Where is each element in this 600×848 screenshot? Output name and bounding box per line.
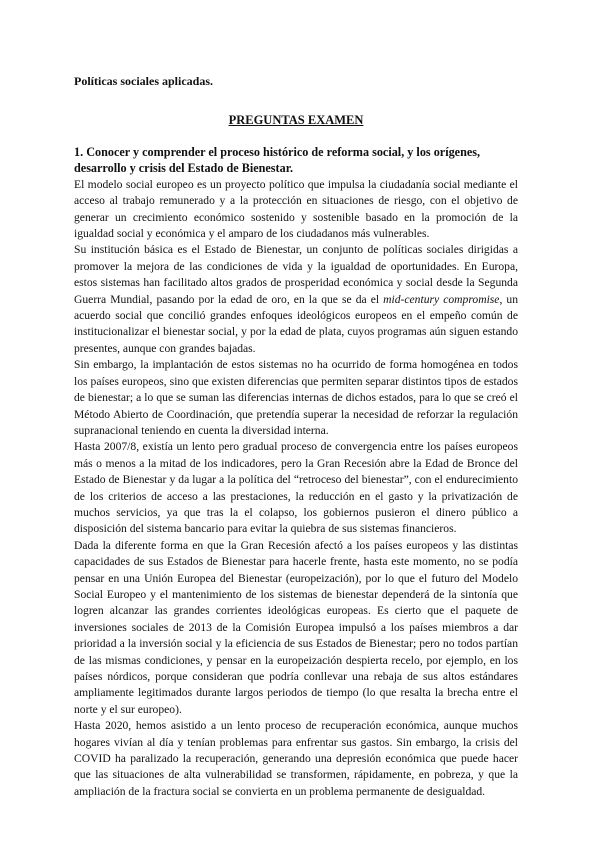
paragraph-2 (74, 242, 518, 357)
paragraph-2-italic-term: mid-century compromise (383, 292, 500, 306)
paragraph-1: El modelo social europeo es un proyecto político que impulsa la ciudadanía social mediante el acceso al trabajo remunerado y a la protección en situaciones de riesgo, con el objetivo de generar un crecimiento económico sostenido y sostenible basado en la promoción de la igualdad social y económica y el amparo de los ciudadanos más vulnerables. (74, 177, 518, 241)
paragraph-3: Sin embargo, la implantación de estos sistemas no ha ocurrido de forma homogénea en todos los países europeos, sino que existen diferencias que permiten separar distintos tipos de estados de bienestar; a lo que se suman las diferencias internas de dichos estados, para lo que se creó el Método Abierto de Coordinación, que pretendía superar la necesidad de reforzar la regulación supranacional teniendo en cuenta la diversidad interna. (74, 358, 518, 437)
question-heading: 1. Conocer y comprender el proceso histórico de reforma social, y los orígenes, desarrollo y crisis del Estado de Bienestar. (74, 145, 481, 176)
paragraph-4: Hasta 2007/8, existía un lento pero gradual proceso de convergencia entre los países europeos más o menos a la mitad de los indicadores, pero la Gran Recesión abre la Edad de Bronce del Estado de Bienestar y da lugar a la política del “retroceso del bienestar”, con el endurecimiento de los criterios de acceso a las prestaciones, la reducción en el gasto y la privatización de muchos servicios, ya que tras la el colapso, los gobiernos pusieron el dinero público a disposición del sistema bancario para evitar la quiebra de sus sistemas financieros. (74, 440, 518, 536)
paragraph-5: Dada la diferente forma en que la Gran Recesión afectó a los países europeos y las distintas capacidades de sus Estados de Bienestar para hacerle frente, hasta este momento, no se podía pensar en una Unión Europea del Bienestar (europeización), por lo que el futuro del Modelo Social Europeo y el mantenimiento de los sistemas de bienestar dependerá de la sintonía que logren alcanzar las grandes corrientes ideológicas europeas. Es cierto que el paquete de inversiones sociales de 2013 de la Comisión Europea impulsó a los países miembros a dar prioridad a la inversión social y la eficiencia de sus Estados de Bienestar; pero no todos partían de las mismas condiciones, y pensar en la europeización despierta recelo, por ejemplo, en los países nórdicos, porque consideran que podría conllevar una rebaja de sus altos estándares ampliamente legitimados durante largos periodos de tiempo (lo que resalta la brecha entre el norte y el sur europeo). (74, 538, 518, 716)
paragraph-2-text-b: , un acuerdo social que concilió grandes enfoques ideológicos europeos en el empeño común de institucionalizar el bienestar social, y por la edad de plata, cuyos programas aún siguen estando presentes, aunque con grandes bajadas. (74, 292, 518, 355)
paragraph-2-text-a: Su institución básica es el Estado de Bienestar, un conjunto de políticas sociales dirigidas a promover la mejora de las condiciones de vida y la igualdad de oportunidades. En Europa, estos sistemas han facilitado altos grados de prosperidad económica y social desde la Segunda Guerra Mundial, pasando por la edad de oro, en la que se da el (74, 243, 518, 306)
document-title: Políticas sociales aplicadas. (74, 74, 213, 88)
paragraph-6: Hasta 2020, hemos asistido a un lento proceso de recuperación económica, aunque muchos hogares vivían al día y tenían problemas para enfrentar sus gastos. Sin embargo, la crisis del COVID ha paralizado la recuperación, generando una depresión económica que puede hacer que las situaciones de alta vulnerabilidad se transformen, rápidamente, en pobreza, y que la ampliación de la fractura social se convierta en un problema permanente de desigualdad. (74, 719, 518, 798)
section-title: PREGUNTAS EXAMEN (228, 113, 364, 127)
